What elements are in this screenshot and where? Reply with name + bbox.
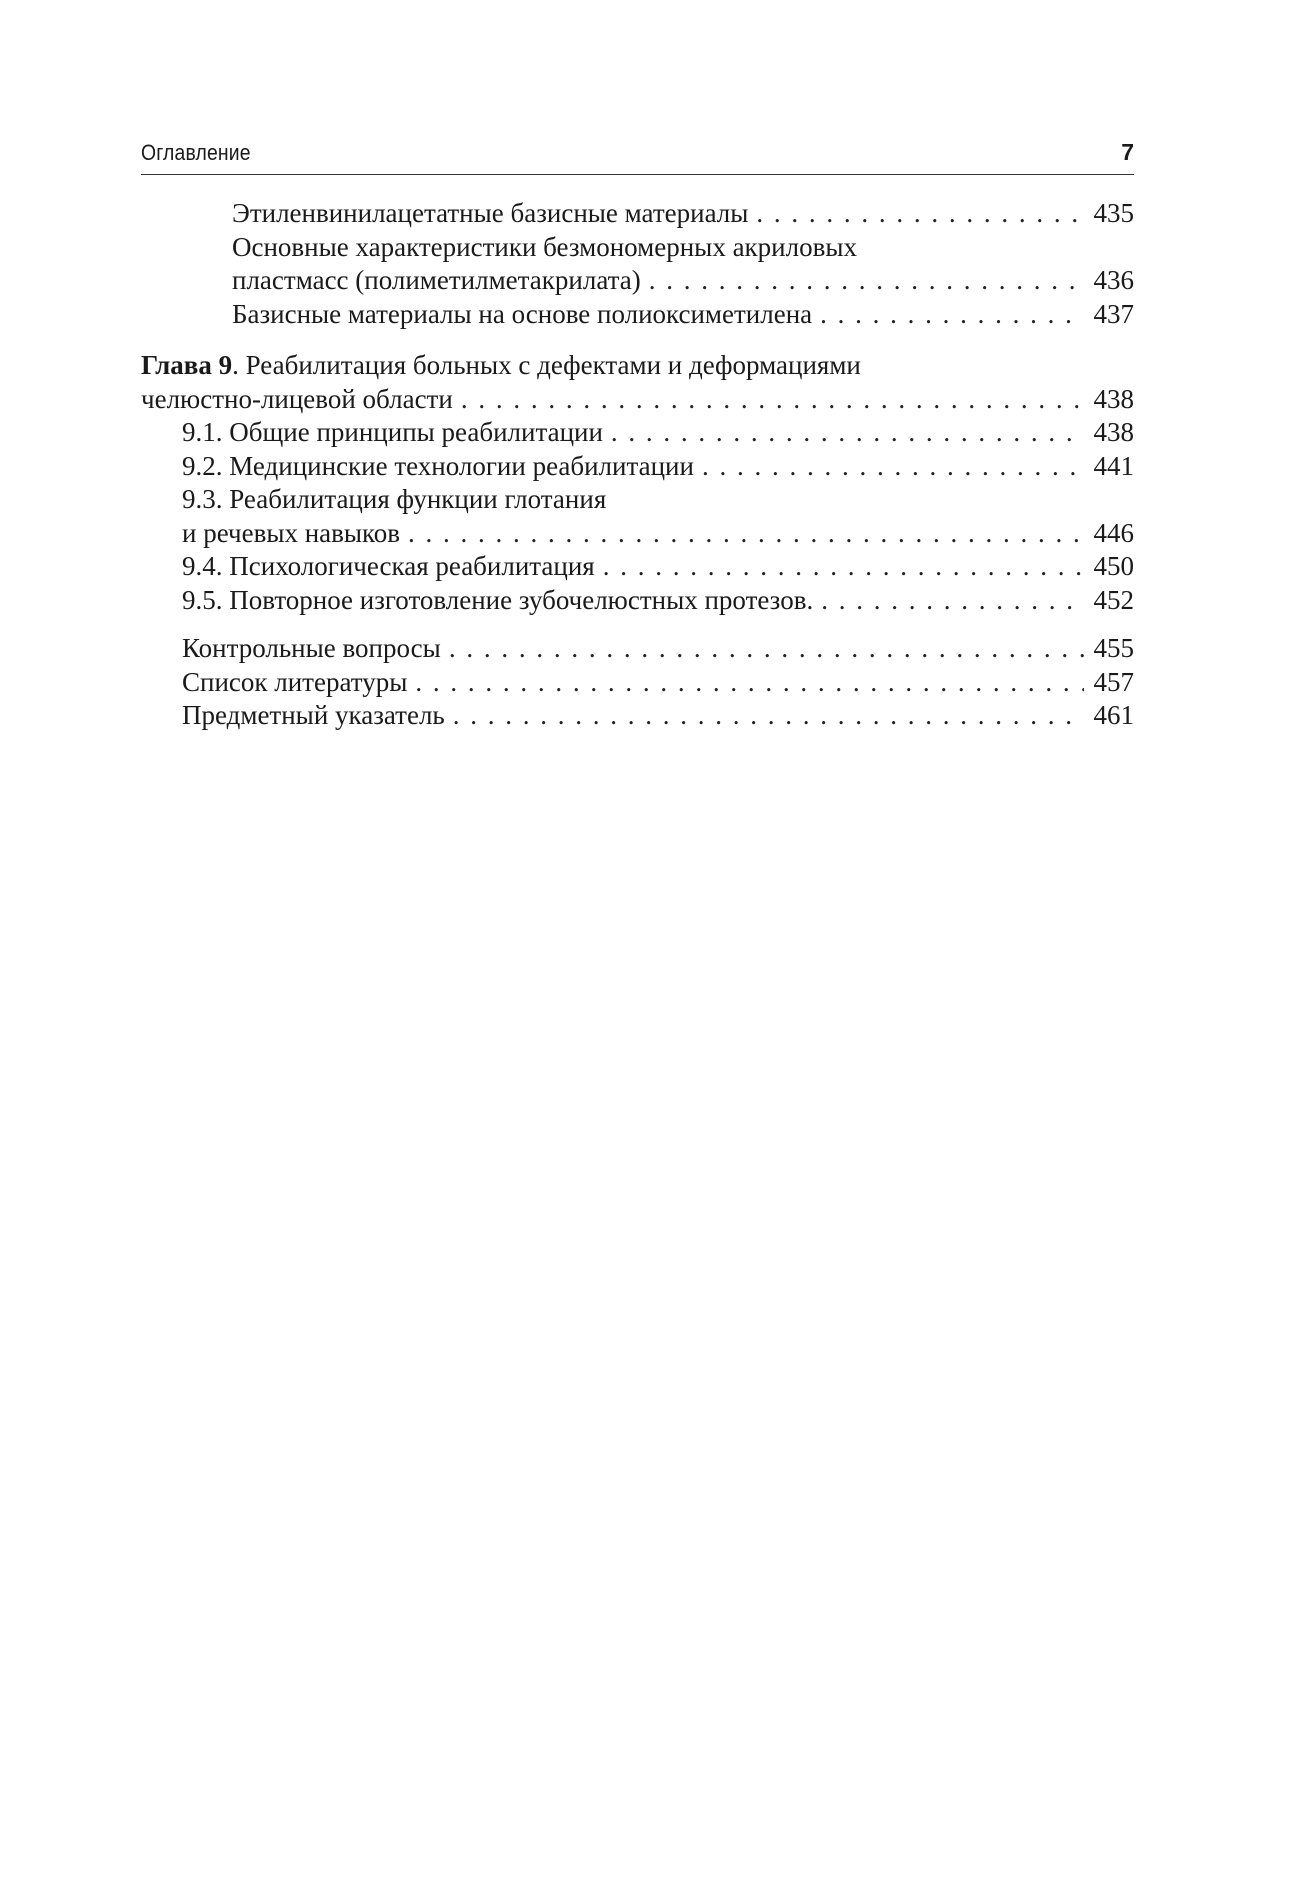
- dot-leader: [461, 383, 1084, 417]
- toc-entry-page: 450: [1093, 551, 1134, 581]
- toc-section-9-5[interactable]: [141, 584, 1134, 618]
- toc-entry-page: 435: [1093, 198, 1134, 228]
- toc-entry-text: 9.1. Общие принципы реабилитации: [182, 417, 603, 447]
- running-header: [141, 138, 1134, 175]
- toc-entry-text: Основные характеристики безмономерных акриловых: [232, 231, 857, 262]
- toc-entry-text: Предметный указатель: [182, 700, 445, 730]
- toc-entry-page: 437: [1093, 298, 1134, 329]
- toc-entry-page: 457: [1093, 666, 1134, 697]
- toc-chapter-9-line2[interactable]: [141, 383, 1134, 417]
- toc-entry-page: 436: [1093, 265, 1134, 295]
- toc-entry-text: пластмасс (полиметилметакрилата): [232, 265, 641, 295]
- toc-entry-text: 9.2. Медицинские технологии реабилитации: [182, 450, 694, 481]
- toc-entry-text: Список литературы: [182, 666, 408, 697]
- toc-entry-text: Этиленвинилацетатные базисные материалы: [232, 198, 749, 228]
- dot-leader: [449, 632, 1084, 666]
- page-number: 7: [1121, 139, 1134, 165]
- toc-entry-page: 438: [1093, 383, 1134, 414]
- toc-entry-text: 9.3. Реабилитация функции глотания: [182, 484, 607, 514]
- toc-section-9-4[interactable]: [141, 550, 1134, 584]
- toc-entry-page: 455: [1093, 633, 1134, 663]
- toc-entry-text: 9.5. Повторное изготовление зубочелюстных протезов.: [182, 584, 814, 615]
- toc-entry-text: Базисные материалы на основе полиоксиметилена: [232, 298, 813, 329]
- toc-entry-page: 461: [1093, 700, 1134, 730]
- toc-entry-text: и речевых навыков: [182, 517, 401, 548]
- toc-control-questions[interactable]: [141, 632, 1134, 666]
- toc-chapter-title: [141, 349, 861, 383]
- toc-entry-polyoxymethylene-base-materials[interactable]: [141, 298, 1134, 332]
- dot-leader: [611, 416, 1084, 450]
- toc-section-9-3-line2[interactable]: [141, 517, 1134, 551]
- toc-section-9-1[interactable]: [141, 416, 1134, 450]
- toc-section-9-2[interactable]: [141, 450, 1134, 484]
- dot-leader: [702, 450, 1084, 484]
- toc-entry-monomer-free-acrylics-line2[interactable]: [141, 264, 1134, 298]
- chapter-title-line2: челюстно-лицевой области: [141, 383, 453, 414]
- toc-section-9-3-line1[interactable]: [141, 483, 1134, 517]
- dot-leader: [453, 699, 1084, 733]
- dot-leader: [649, 264, 1084, 298]
- toc-chapter-9-line1[interactable]: [141, 349, 1134, 383]
- toc-entry-monomer-free-acrylics-line1[interactable]: [141, 231, 1134, 265]
- toc-entry-text: Контрольные вопросы: [182, 633, 441, 663]
- toc-entry-page: 441: [1093, 450, 1134, 481]
- chapter-label: Глава 9: [141, 350, 233, 380]
- toc-entry-page: 446: [1093, 517, 1134, 548]
- dot-leader: [820, 298, 1084, 332]
- dot-leader: [415, 666, 1084, 700]
- dot-leader: [603, 550, 1084, 584]
- running-header-title: Оглавление: [141, 140, 251, 165]
- dot-leader: [756, 197, 1084, 231]
- toc-entry-text: 9.4. Психологическая реабилитация: [182, 551, 595, 581]
- toc-subject-index[interactable]: [141, 699, 1134, 733]
- toc-references[interactable]: [141, 666, 1134, 700]
- toc-entry-eva-base-materials[interactable]: [141, 197, 1134, 231]
- chapter-title-line1: . Реабилитация больных с дефектами и деформациями: [232, 350, 861, 380]
- dot-leader: [821, 584, 1084, 618]
- dot-leader: [408, 517, 1084, 551]
- toc-entry-page: 438: [1093, 417, 1134, 447]
- table-of-contents: [141, 197, 1134, 733]
- toc-entry-page: 452: [1093, 584, 1134, 615]
